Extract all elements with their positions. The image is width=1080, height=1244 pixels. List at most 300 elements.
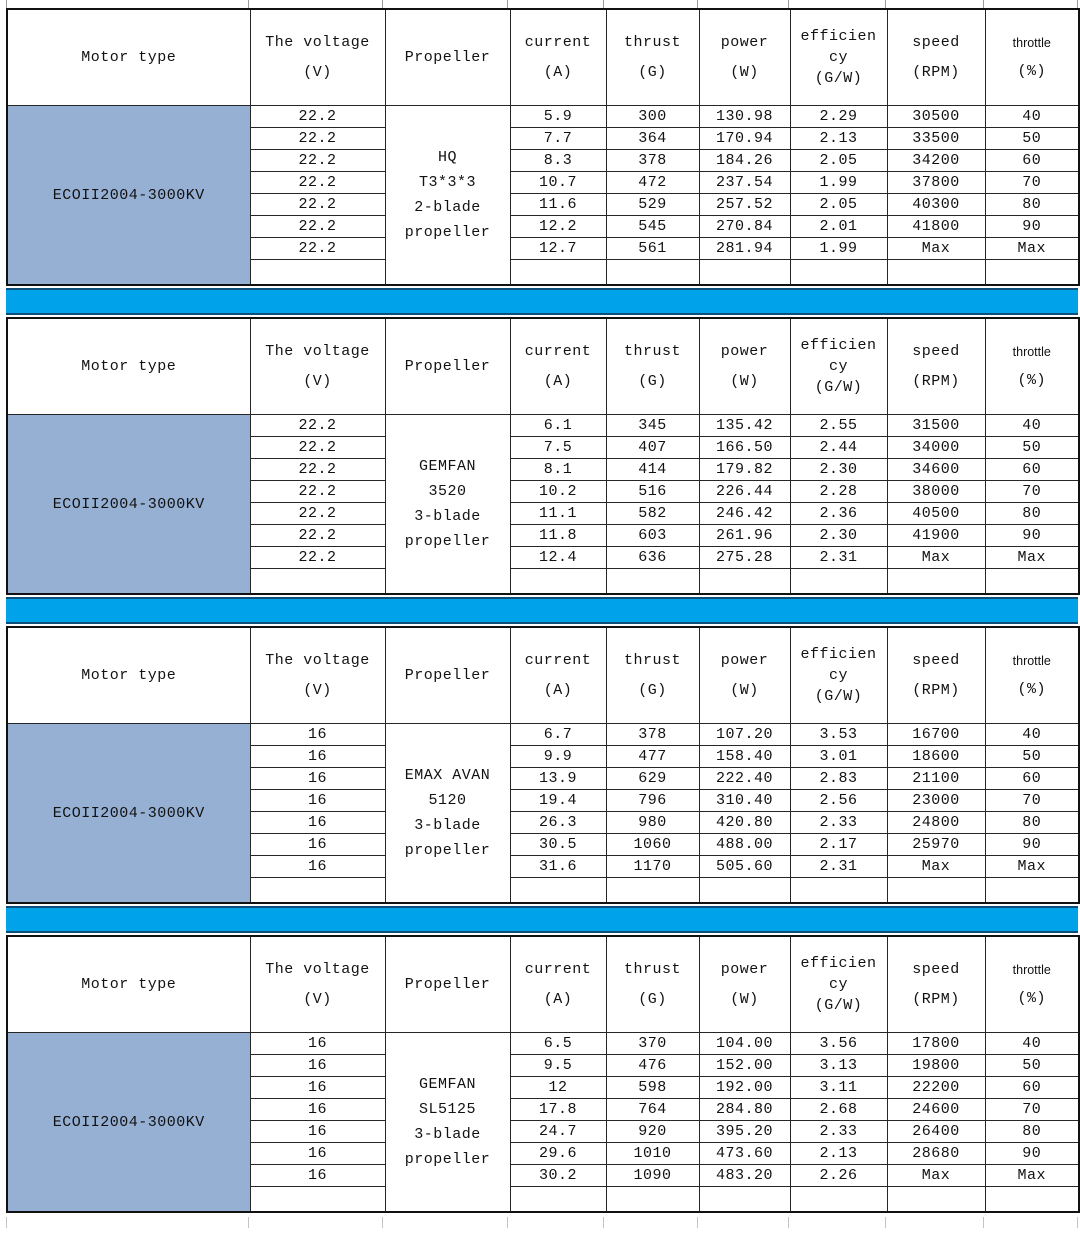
header-label: speed xyxy=(912,343,960,360)
efficiency-cell: 2.13 xyxy=(790,128,887,150)
column-header-propeller xyxy=(385,318,510,415)
thrust-cell: 582 xyxy=(606,503,699,525)
speed-cell: 38000 xyxy=(887,481,985,503)
column-header-efficiency xyxy=(790,318,887,415)
propeller-line: 2-blade xyxy=(414,199,481,216)
empty-cell xyxy=(985,569,1079,595)
current-cell: 11.1 xyxy=(510,503,606,525)
voltage-cell: 22.2 xyxy=(250,106,385,128)
motor-type-cell: ECOII2004-3000KV xyxy=(7,1033,250,1213)
throttle-cell: 60 xyxy=(985,768,1079,790)
propeller-line: propeller xyxy=(404,533,491,550)
propeller-line: 5120 xyxy=(428,792,467,809)
header-label: thrust xyxy=(623,652,681,669)
thrust-cell: 516 xyxy=(606,481,699,503)
efficiency-cell: 2.55 xyxy=(790,415,887,437)
empty-cell xyxy=(699,878,790,904)
partial-cell xyxy=(604,0,697,8)
empty-cell xyxy=(699,569,790,595)
power-cell: 184.26 xyxy=(699,150,790,172)
column-header-thrust xyxy=(606,627,699,724)
throttle-cell: 40 xyxy=(985,724,1079,746)
column-header-motor-type xyxy=(7,627,250,724)
efficiency-cell: 2.83 xyxy=(790,768,887,790)
section-divider xyxy=(6,597,1078,624)
throttle-cell: 70 xyxy=(985,481,1079,503)
header-label: The voltage xyxy=(265,652,370,669)
voltage-cell: 16 xyxy=(250,812,385,834)
throttle-cell: 60 xyxy=(985,459,1079,481)
voltage-cell: 22.2 xyxy=(250,503,385,525)
thrust-cell: 407 xyxy=(606,437,699,459)
header-label: efficien xyxy=(800,28,877,45)
spec-table-hq-t333 xyxy=(6,8,1080,286)
propeller-line: 3-blade xyxy=(414,1126,481,1143)
speed-cell: 18600 xyxy=(887,746,985,768)
table-row xyxy=(7,1033,1079,1055)
column-header-motor-type xyxy=(7,936,250,1033)
partial-cell xyxy=(508,1217,604,1228)
partial-cell xyxy=(984,1217,1078,1228)
column-header-speed xyxy=(887,936,985,1033)
speed-cell: Max xyxy=(887,547,985,569)
current-cell: 6.1 xyxy=(510,415,606,437)
speed-cell: 30500 xyxy=(887,106,985,128)
header-label: Propeller xyxy=(404,976,491,993)
efficiency-cell: 1.99 xyxy=(790,172,887,194)
efficiency-cell: 2.33 xyxy=(790,1121,887,1143)
current-cell: 11.8 xyxy=(510,525,606,547)
speed-cell: 34600 xyxy=(887,459,985,481)
header-unit: (G) xyxy=(638,991,667,1008)
empty-cell xyxy=(887,569,985,595)
voltage-cell: 16 xyxy=(250,856,385,878)
header-unit: (%) xyxy=(1017,371,1046,389)
efficiency-cell: 2.17 xyxy=(790,834,887,856)
thrust-cell: 370 xyxy=(606,1033,699,1055)
header-label: power xyxy=(720,34,769,51)
current-cell: 30.2 xyxy=(510,1165,606,1187)
thrust-cell: 1090 xyxy=(606,1165,699,1187)
throttle-cell: 40 xyxy=(985,106,1079,128)
empty-cell xyxy=(606,878,699,904)
throttle-cell: 70 xyxy=(985,1099,1079,1121)
throttle-cell: 50 xyxy=(985,437,1079,459)
column-header-power xyxy=(699,9,790,106)
header-unit: (G/W) xyxy=(814,997,863,1014)
voltage-cell: 16 xyxy=(250,724,385,746)
header-label: Propeller xyxy=(404,667,491,684)
header-unit: (A) xyxy=(543,64,573,81)
empty-cell xyxy=(510,569,606,595)
empty-cell xyxy=(606,569,699,595)
header-label: efficien xyxy=(800,955,877,972)
column-header-voltage xyxy=(250,627,385,724)
thrust-cell: 764 xyxy=(606,1099,699,1121)
thrust-cell: 364 xyxy=(606,128,699,150)
power-cell: 179.82 xyxy=(699,459,790,481)
speed-cell: 41800 xyxy=(887,216,985,238)
efficiency-cell: 3.13 xyxy=(790,1055,887,1077)
current-cell: 26.3 xyxy=(510,812,606,834)
column-header-throttle xyxy=(985,318,1079,415)
column-header-propeller xyxy=(385,9,510,106)
efficiency-cell: 2.31 xyxy=(790,547,887,569)
power-cell: 281.94 xyxy=(699,238,790,260)
column-header-current xyxy=(510,936,606,1033)
power-cell: 192.00 xyxy=(699,1077,790,1099)
voltage-cell: 22.2 xyxy=(250,459,385,481)
header-unit: (V) xyxy=(303,991,332,1008)
motor-type-cell: ECOII2004-3000KV xyxy=(7,415,250,595)
header-label: speed xyxy=(912,652,960,669)
header-unit: (A) xyxy=(543,991,573,1008)
speed-cell: Max xyxy=(887,238,985,260)
speed-cell: 40500 xyxy=(887,503,985,525)
power-cell: 420.80 xyxy=(699,812,790,834)
efficiency-cell: 2.33 xyxy=(790,812,887,834)
efficiency-cell: 1.99 xyxy=(790,238,887,260)
propeller-line: 3-blade xyxy=(414,817,481,834)
efficiency-cell: 3.01 xyxy=(790,746,887,768)
header-label: throttle xyxy=(1012,962,1051,977)
motor-type-cell: ECOII2004-3000KV xyxy=(7,724,250,904)
thrust-cell: 529 xyxy=(606,194,699,216)
header-unit: (V) xyxy=(303,373,332,390)
thrust-cell: 345 xyxy=(606,415,699,437)
header-unit: (G/W) xyxy=(814,688,863,705)
header-unit: (G) xyxy=(638,682,667,699)
empty-cell xyxy=(606,1187,699,1213)
column-header-speed xyxy=(887,9,985,106)
efficiency-cell: 3.11 xyxy=(790,1077,887,1099)
header-unit: (W) xyxy=(730,682,759,699)
thrust-cell: 472 xyxy=(606,172,699,194)
table-row xyxy=(7,415,1079,437)
column-header-thrust xyxy=(606,936,699,1033)
empty-cell xyxy=(250,569,385,595)
table-row xyxy=(7,106,1079,128)
current-cell: 10.7 xyxy=(510,172,606,194)
voltage-cell: 22.2 xyxy=(250,128,385,150)
efficiency-cell: 2.56 xyxy=(790,790,887,812)
column-header-efficiency xyxy=(790,627,887,724)
column-header-thrust xyxy=(606,9,699,106)
header-label: speed xyxy=(912,34,960,51)
speed-cell: Max xyxy=(887,856,985,878)
power-cell: 275.28 xyxy=(699,547,790,569)
thrust-cell: 414 xyxy=(606,459,699,481)
header-label: cy xyxy=(828,667,848,684)
column-header-speed xyxy=(887,318,985,415)
throttle-cell: 60 xyxy=(985,150,1079,172)
power-cell: 483.20 xyxy=(699,1165,790,1187)
propeller-cell xyxy=(385,1033,510,1213)
voltage-cell: 22.2 xyxy=(250,194,385,216)
current-cell: 8.1 xyxy=(510,459,606,481)
header-label: The voltage xyxy=(265,961,370,978)
header-unit: (%) xyxy=(1017,989,1046,1007)
current-cell: 10.2 xyxy=(510,481,606,503)
current-cell: 12.2 xyxy=(510,216,606,238)
empty-cell xyxy=(887,1187,985,1213)
column-header-propeller xyxy=(385,627,510,724)
empty-cell xyxy=(985,878,1079,904)
voltage-cell: 22.2 xyxy=(250,172,385,194)
empty-cell xyxy=(250,878,385,904)
throttle-cell: 40 xyxy=(985,1033,1079,1055)
power-cell: 222.40 xyxy=(699,768,790,790)
motor-type-cell: ECOII2004-3000KV xyxy=(7,106,250,286)
throttle-cell: 90 xyxy=(985,1143,1079,1165)
efficiency-cell: 2.30 xyxy=(790,459,887,481)
header-label: current xyxy=(524,652,592,669)
column-header-throttle xyxy=(985,9,1079,106)
speed-cell: 40300 xyxy=(887,194,985,216)
throttle-cell: 80 xyxy=(985,503,1079,525)
voltage-cell: 22.2 xyxy=(250,216,385,238)
header-label: Motor type xyxy=(81,49,177,66)
speed-cell: 17800 xyxy=(887,1033,985,1055)
throttle-cell: 80 xyxy=(985,194,1079,216)
propeller-line: GEMFAN xyxy=(418,458,476,475)
throttle-cell: Max xyxy=(985,238,1079,260)
current-cell: 7.5 xyxy=(510,437,606,459)
header-label: throttle xyxy=(1012,35,1051,50)
propeller-cell xyxy=(385,106,510,286)
voltage-cell: 22.2 xyxy=(250,437,385,459)
header-label: Motor type xyxy=(81,358,177,375)
voltage-cell: 16 xyxy=(250,746,385,768)
header-label: thrust xyxy=(623,961,681,978)
power-cell: 246.42 xyxy=(699,503,790,525)
efficiency-cell: 2.05 xyxy=(790,150,887,172)
column-header-voltage xyxy=(250,936,385,1033)
speed-cell: 31500 xyxy=(887,415,985,437)
voltage-cell: 16 xyxy=(250,768,385,790)
thrust-cell: 629 xyxy=(606,768,699,790)
header-label: current xyxy=(524,961,592,978)
thrust-cell: 598 xyxy=(606,1077,699,1099)
efficiency-cell: 2.28 xyxy=(790,481,887,503)
throttle-cell: Max xyxy=(985,856,1079,878)
power-cell: 107.20 xyxy=(699,724,790,746)
propeller-cell xyxy=(385,415,510,595)
current-cell: 7.7 xyxy=(510,128,606,150)
efficiency-cell: 2.26 xyxy=(790,1165,887,1187)
empty-cell xyxy=(985,1187,1079,1213)
partial-cell xyxy=(984,0,1078,8)
header-label: efficien xyxy=(800,646,877,663)
empty-cell xyxy=(510,260,606,286)
power-cell: 270.84 xyxy=(699,216,790,238)
header-unit: (RPM) xyxy=(912,373,960,390)
header-unit: (A) xyxy=(543,682,573,699)
column-header-current xyxy=(510,318,606,415)
header-unit: (G/W) xyxy=(814,70,863,87)
header-row xyxy=(7,318,1079,415)
power-cell: 257.52 xyxy=(699,194,790,216)
propeller-line: EMAX AVAN xyxy=(404,767,491,784)
efficiency-cell: 3.53 xyxy=(790,724,887,746)
current-cell: 11.6 xyxy=(510,194,606,216)
column-header-throttle xyxy=(985,627,1079,724)
power-cell: 284.80 xyxy=(699,1099,790,1121)
header-label: speed xyxy=(912,961,960,978)
header-unit: (W) xyxy=(730,373,759,390)
voltage-cell: 22.2 xyxy=(250,547,385,569)
empty-cell xyxy=(510,1187,606,1213)
empty-cell xyxy=(606,260,699,286)
column-header-propeller xyxy=(385,936,510,1033)
voltage-cell: 16 xyxy=(250,834,385,856)
voltage-cell: 22.2 xyxy=(250,238,385,260)
power-cell: 170.94 xyxy=(699,128,790,150)
efficiency-cell: 3.56 xyxy=(790,1033,887,1055)
efficiency-cell: 2.68 xyxy=(790,1099,887,1121)
throttle-cell: 90 xyxy=(985,834,1079,856)
empty-cell xyxy=(699,1187,790,1213)
header-unit: (%) xyxy=(1017,680,1046,698)
header-unit: (W) xyxy=(730,991,759,1008)
header-unit: (G) xyxy=(638,64,667,81)
thrust-cell: 636 xyxy=(606,547,699,569)
column-header-power xyxy=(699,627,790,724)
speed-cell: 24800 xyxy=(887,812,985,834)
column-header-current xyxy=(510,9,606,106)
empty-cell xyxy=(250,1187,385,1213)
power-cell: 104.00 xyxy=(699,1033,790,1055)
header-label: throttle xyxy=(1012,344,1051,359)
voltage-cell: 16 xyxy=(250,1099,385,1121)
header-unit: (A) xyxy=(543,373,573,390)
power-cell: 505.60 xyxy=(699,856,790,878)
header-label: power xyxy=(720,343,769,360)
partial-cell xyxy=(604,1217,697,1228)
current-cell: 19.4 xyxy=(510,790,606,812)
header-label: current xyxy=(524,343,592,360)
speed-cell: 24600 xyxy=(887,1099,985,1121)
header-unit: (V) xyxy=(303,64,332,81)
column-header-efficiency xyxy=(790,9,887,106)
current-cell: 8.3 xyxy=(510,150,606,172)
partial-cell xyxy=(789,0,886,8)
power-cell: 310.40 xyxy=(699,790,790,812)
throttle-cell: 40 xyxy=(985,415,1079,437)
thrust-cell: 561 xyxy=(606,238,699,260)
spec-table-emax-avan-5120 xyxy=(6,626,1080,904)
propeller-line: 3-blade xyxy=(414,508,481,525)
empty-cell xyxy=(790,878,887,904)
header-unit: (RPM) xyxy=(912,64,960,81)
header-label: power xyxy=(720,961,769,978)
throttle-cell: 60 xyxy=(985,1077,1079,1099)
propeller-line: GEMFAN xyxy=(418,1076,476,1093)
column-header-current xyxy=(510,627,606,724)
column-header-voltage xyxy=(250,9,385,106)
header-row xyxy=(7,9,1079,106)
partial-cell xyxy=(698,1217,789,1228)
header-unit: (G) xyxy=(638,373,667,390)
power-cell: 226.44 xyxy=(699,481,790,503)
section-divider xyxy=(6,288,1078,315)
power-cell: 130.98 xyxy=(699,106,790,128)
table-row xyxy=(7,724,1079,746)
speed-cell: 19800 xyxy=(887,1055,985,1077)
header-label: throttle xyxy=(1012,653,1051,668)
speed-cell: 22200 xyxy=(887,1077,985,1099)
voltage-cell: 16 xyxy=(250,1165,385,1187)
header-row xyxy=(7,627,1079,724)
speed-cell: 23000 xyxy=(887,790,985,812)
partial-row-above xyxy=(6,0,1078,8)
column-header-power xyxy=(699,936,790,1033)
header-label: efficien xyxy=(800,337,877,354)
efficiency-cell: 2.29 xyxy=(790,106,887,128)
voltage-cell: 16 xyxy=(250,1121,385,1143)
power-cell: 395.20 xyxy=(699,1121,790,1143)
throttle-cell: 90 xyxy=(985,525,1079,547)
thrust-cell: 796 xyxy=(606,790,699,812)
voltage-cell: 16 xyxy=(250,1143,385,1165)
column-header-power xyxy=(699,318,790,415)
current-cell: 6.7 xyxy=(510,724,606,746)
header-label: current xyxy=(524,34,592,51)
current-cell: 29.6 xyxy=(510,1143,606,1165)
thrust-cell: 1170 xyxy=(606,856,699,878)
header-row xyxy=(7,936,1079,1033)
thrust-cell: 920 xyxy=(606,1121,699,1143)
section-divider xyxy=(6,906,1078,933)
voltage-cell: 22.2 xyxy=(250,481,385,503)
speed-cell: 37800 xyxy=(887,172,985,194)
partial-cell xyxy=(383,1217,508,1228)
current-cell: 24.7 xyxy=(510,1121,606,1143)
propeller-cell xyxy=(385,724,510,904)
efficiency-cell: 2.44 xyxy=(790,437,887,459)
thrust-cell: 980 xyxy=(606,812,699,834)
power-cell: 135.42 xyxy=(699,415,790,437)
voltage-cell: 16 xyxy=(250,1077,385,1099)
current-cell: 30.5 xyxy=(510,834,606,856)
voltage-cell: 16 xyxy=(250,790,385,812)
thrust-cell: 1010 xyxy=(606,1143,699,1165)
header-label: cy xyxy=(828,358,848,375)
current-cell: 12 xyxy=(510,1077,606,1099)
throttle-cell: 50 xyxy=(985,1055,1079,1077)
thrust-cell: 1060 xyxy=(606,834,699,856)
speed-cell: 33500 xyxy=(887,128,985,150)
power-cell: 152.00 xyxy=(699,1055,790,1077)
voltage-cell: 16 xyxy=(250,1055,385,1077)
partial-cell xyxy=(698,0,789,8)
header-unit: (G/W) xyxy=(814,379,863,396)
partial-cell xyxy=(886,0,984,8)
column-header-thrust xyxy=(606,318,699,415)
current-cell: 9.9 xyxy=(510,746,606,768)
throttle-cell: 80 xyxy=(985,812,1079,834)
column-header-motor-type xyxy=(7,9,250,106)
spec-table-gemfan-sl5125 xyxy=(6,935,1080,1213)
partial-row-below xyxy=(6,1217,1078,1228)
speed-cell: 26400 xyxy=(887,1121,985,1143)
power-cell: 488.00 xyxy=(699,834,790,856)
empty-cell xyxy=(887,260,985,286)
speed-cell: 41900 xyxy=(887,525,985,547)
current-cell: 12.7 xyxy=(510,238,606,260)
column-header-motor-type xyxy=(7,318,250,415)
voltage-cell: 22.2 xyxy=(250,150,385,172)
